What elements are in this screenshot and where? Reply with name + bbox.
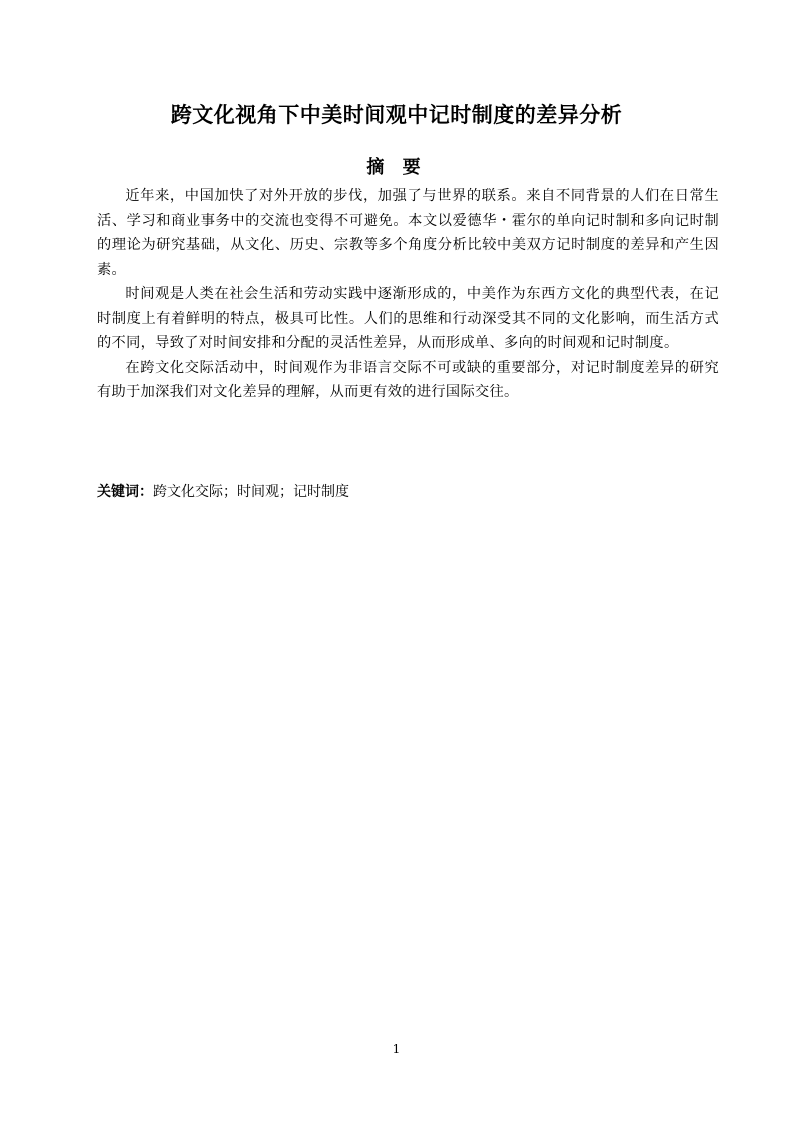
keywords-line (97, 480, 719, 504)
abstract-paragraph-2: 时间观是人类在社会生活和劳动实践中逐渐形成的，中美作为东西方文化的典型代表，在记时制度上有着鲜明的特点，极具可比性。人们的思维和行动深受其不同的文化影响，而生活方式的不同，导致了对时间安排和分配的灵活性差异，从而形成单、多向的时间观和记时制度。 (97, 286, 719, 351)
abstract-paragraph-1: 近年来，中国加快了对外开放的步伐，加强了与世界的联系。来自不同背景的人们在日常生活、学习和商业事务中的交流也变得不可避免。本文以爱德华・霍尔的单向记时制和多向记时制的理论为研究基础，从文化、历史、宗教等多个角度分析比较中美双方记时制度的差异和产生因素。 (97, 188, 719, 278)
keywords-label: 关键词： (97, 484, 153, 500)
paper-title: 跨文化视角下中美时间观中记时制度的差异分析 (170, 103, 623, 127)
keywords-text: 跨文化交际；时间观；记时制度 (153, 484, 349, 500)
abstract-heading: 摘 要 (366, 157, 427, 178)
page-number: 1 (392, 1042, 401, 1056)
abstract-paragraph-3: 在跨文化交际活动中，时间观作为非语言交际不可或缺的重要部分，对记时制度差异的研究有助于加深我们对文化差异的理解，从而更有效的进行国际交往。 (97, 359, 719, 400)
abstract-body (97, 184, 719, 405)
